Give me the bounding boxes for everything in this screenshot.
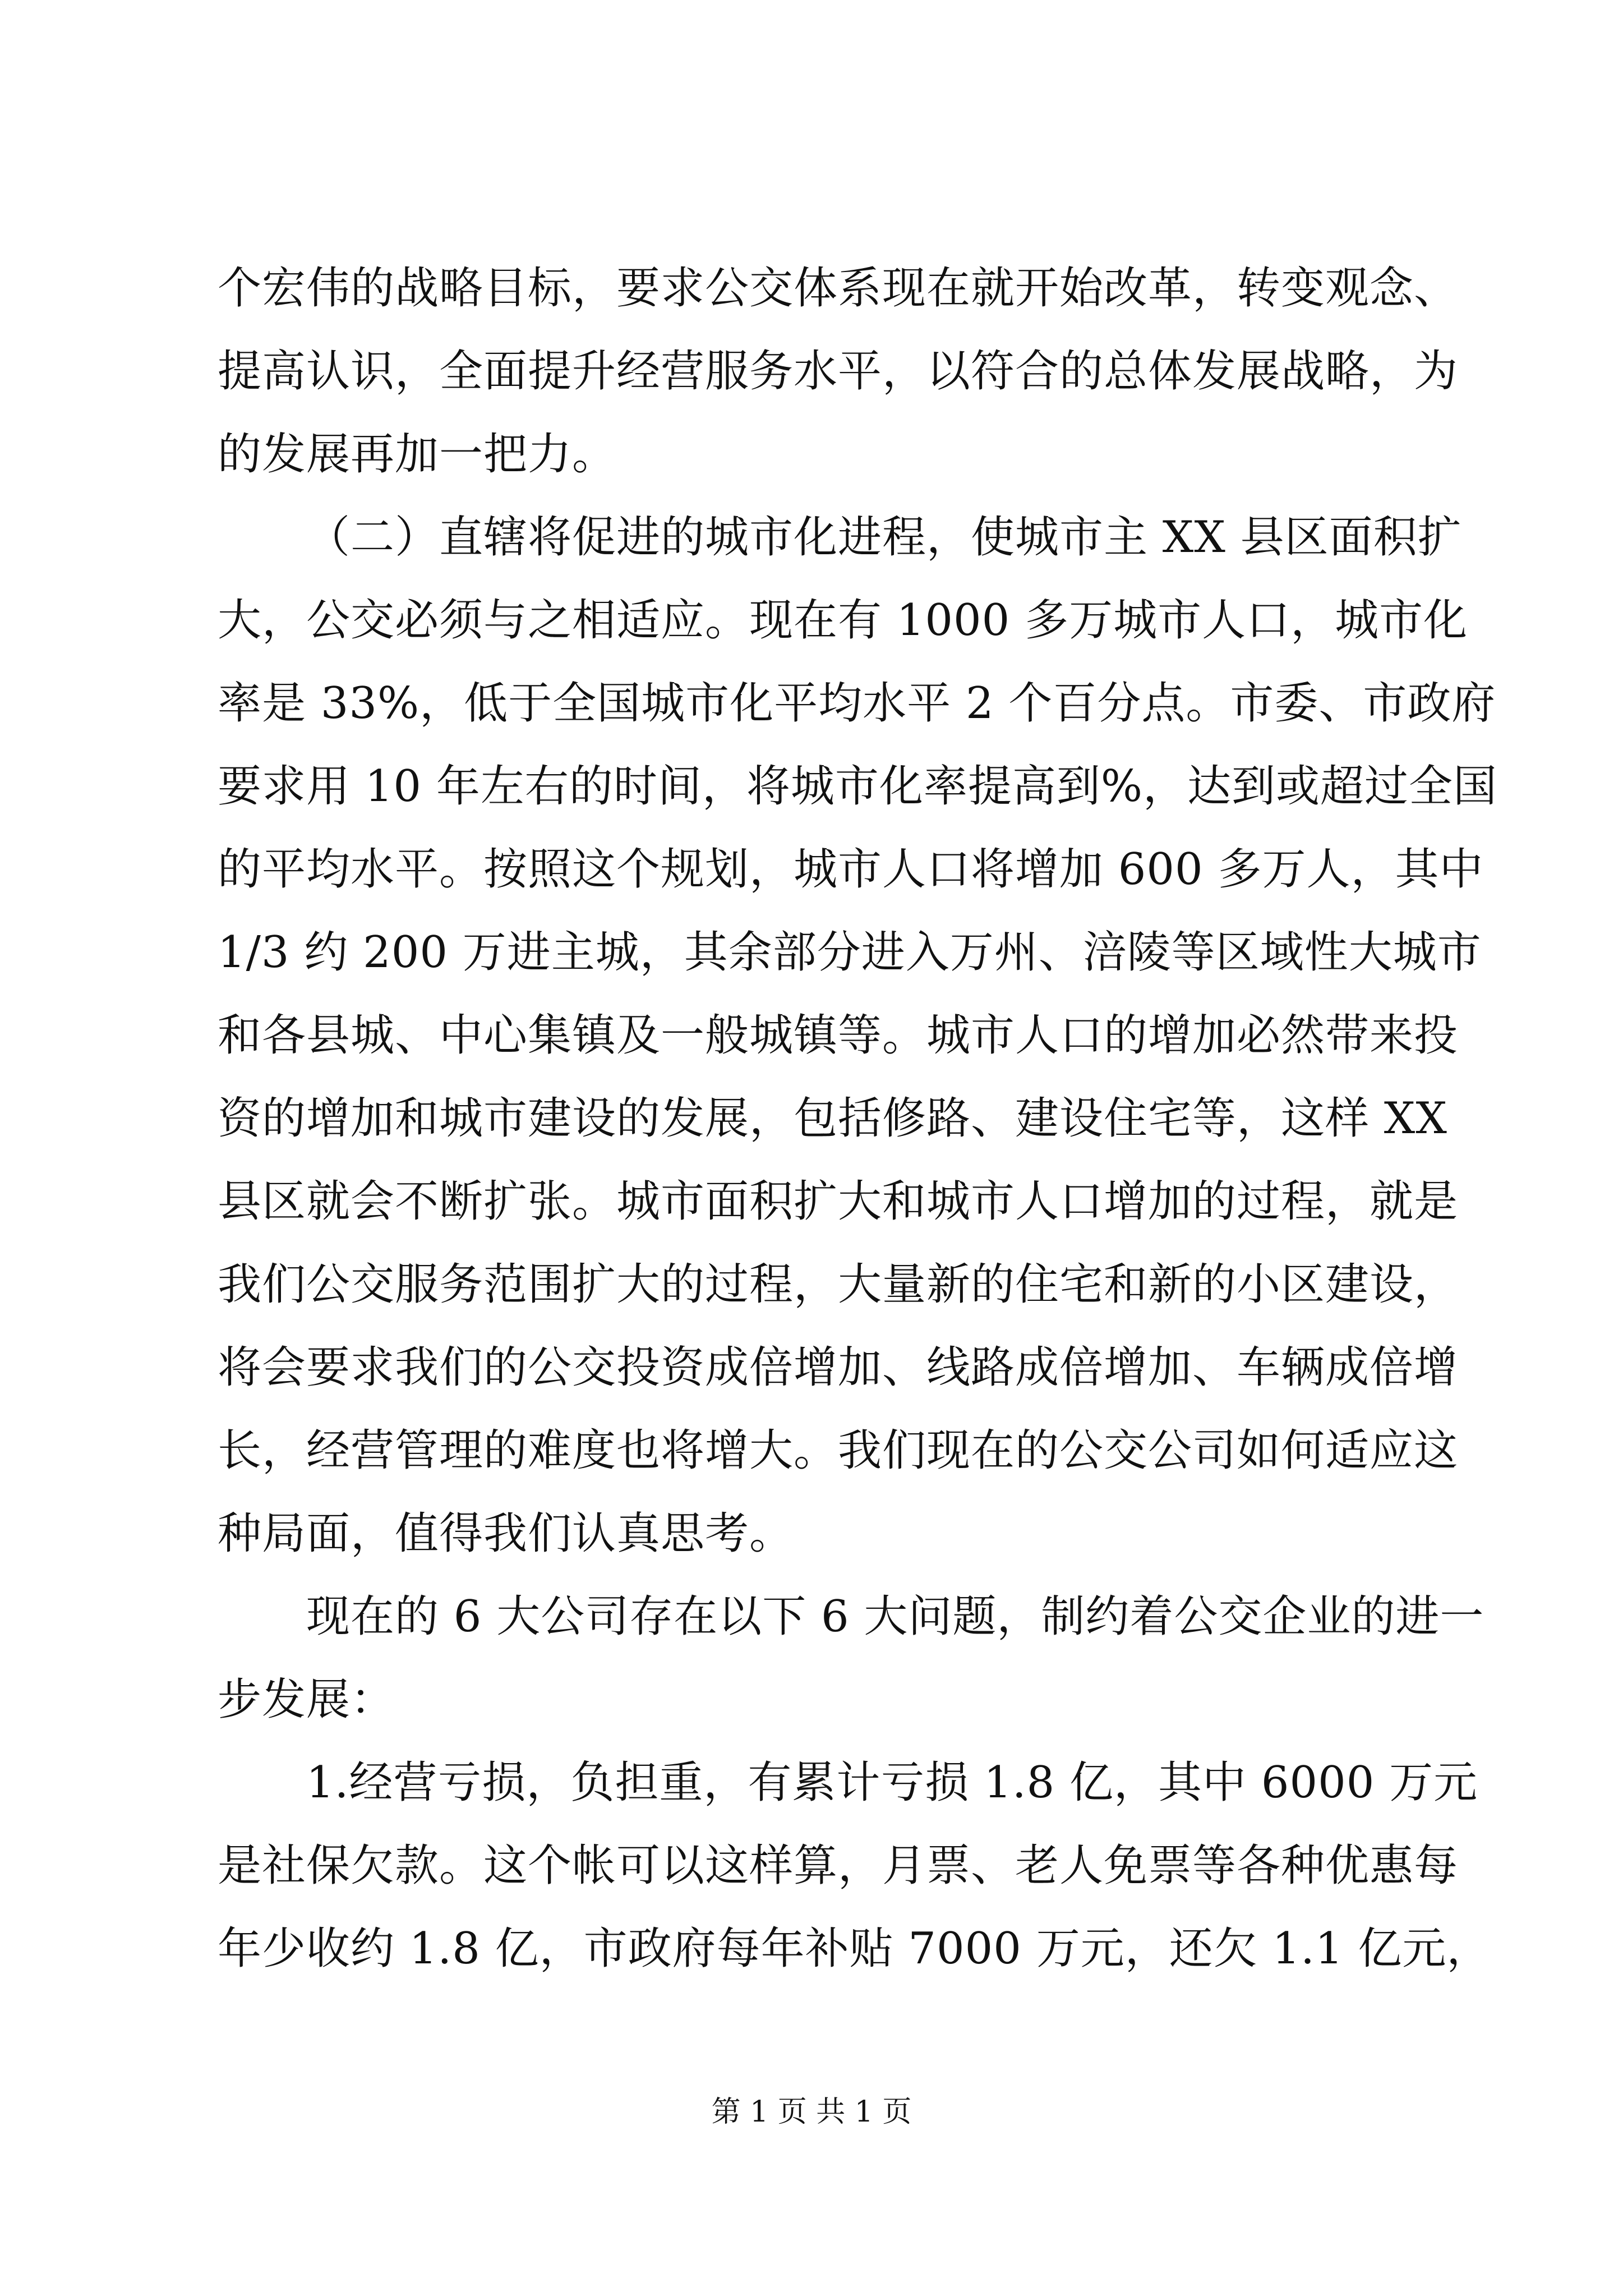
text-line-17: 现在的 6 大公司存在以下 6 大问题，制约着公交企业的进一 (306, 1591, 1484, 1642)
text-line-15: 长，经营管理的难度也将增大。我们现在的公交公司如何适应这 (218, 1425, 1459, 1476)
text-line-20: 是社保欠款。这个帐可以这样算，月票、老人免票等各种优惠每 (218, 1841, 1459, 1891)
text-line-13: 我们公交服务范围扩大的过程，大量新的住宅和新的小区建设， (218, 1259, 1459, 1310)
text-line-11: 资的增加和城市建设的发展，包括修路、建设住宅等，这样 XX (218, 1093, 1447, 1144)
text-line-12: 县区就会不断扩张。城市面积扩大和城市人口增加的过程，就是 (218, 1176, 1459, 1227)
text-line-19: 1.经营亏损，负担重，有累计亏损 1.8 亿，其中 6000 万元 (306, 1757, 1478, 1808)
text-line-2: 提高认识，全面提升经营服务水平，以符合的总体发展战略，为 (218, 346, 1459, 397)
text-line-8: 的平均水平。按照这个规划，城市人口将增加 600 多万人，其中 (218, 844, 1484, 895)
text-line-1: 个宏伟的战略目标，要求公交体系现在就开始改革，转变观念、 (218, 263, 1459, 314)
text-line-14: 将会要求我们的公交投资成倍增加、线路成倍增加、车辆成倍增 (218, 1342, 1459, 1393)
text-line-10: 和各县城、中心集镇及一般城镇等。城市人口的增加必然带来投 (218, 1010, 1459, 1061)
text-line-9: 1/3 约 200 万进主城，其余部分进入万州、涪陵等区域性大城市 (218, 927, 1482, 978)
body-text (218, 247, 1497, 1990)
text-line-21: 年少收约 1.8 亿，市政府每年补贴 7000 万元，还欠 1.1 亿元， (218, 1924, 1491, 1974)
text-line-18: 步发展： (218, 1674, 395, 1725)
text-line-4: （二）直辖将促进的城市化进程，使城市主 XX 县区面积扩 (306, 512, 1462, 563)
text-line-5: 大，公交必须与之相适应。现在有 1000 多万城市人口，城市化 (218, 595, 1468, 646)
text-line-7: 要求用 10 年左右的时间，将城市化率提高到%，达到或超过全国 (218, 761, 1497, 812)
page-footer: 第 1 页 共 1 页 (711, 2095, 912, 2129)
text-line-3: 的发展再加一把力。 (218, 429, 617, 480)
text-line-16: 种局面，值得我们认真思考。 (218, 1508, 794, 1559)
text-line-6: 率是 33%，低于全国城市化平均水平 2 个百分点。市委、市政府 (218, 678, 1496, 729)
